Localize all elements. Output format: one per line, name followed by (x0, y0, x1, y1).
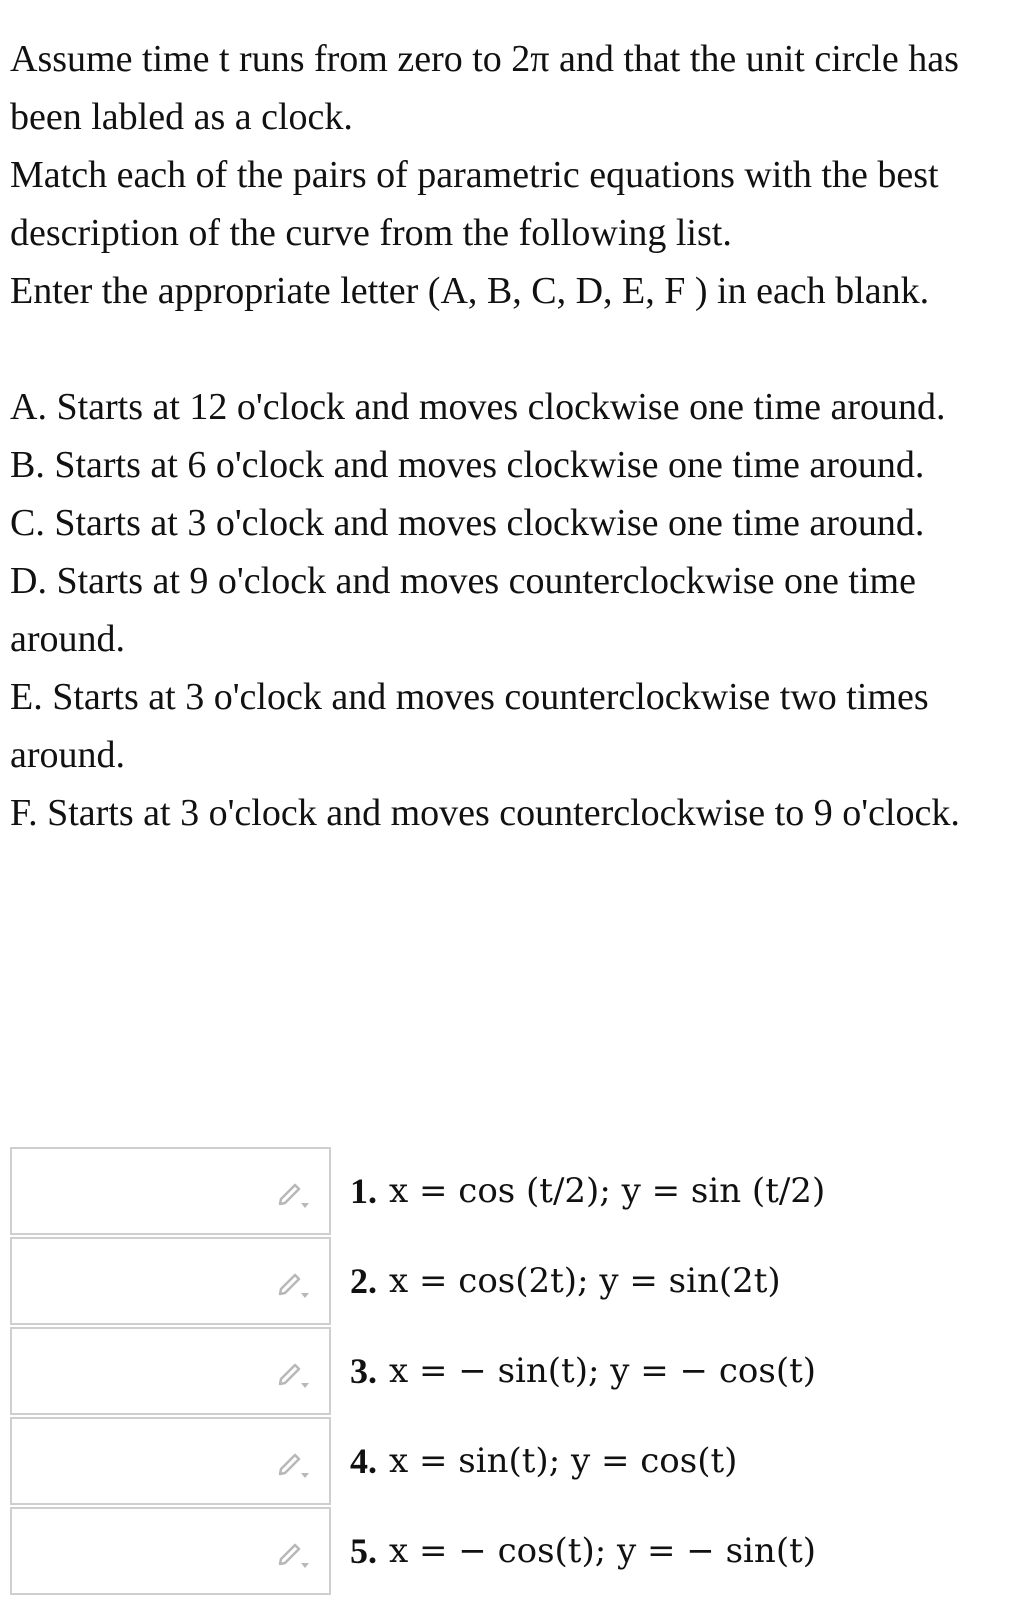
pencil-dropdown-icon[interactable] (277, 1267, 311, 1299)
equation-text: x = cos(2t); y = sin(2t) (389, 1261, 781, 1301)
spacer (10, 320, 970, 378)
answer-input-4[interactable] (10, 1417, 331, 1505)
option-a: A. Starts at 12 o'clock and moves clockwise one time around. (10, 386, 946, 428)
problem-text (10, 30, 970, 842)
option-e: E. Starts at 3 o'clock and moves counterclockwise two times around. (10, 676, 929, 776)
equation-2 (350, 1237, 781, 1325)
answer-input-5[interactable] (10, 1507, 331, 1595)
equation-text: x = cos (t/2); y = sin (t/2) (389, 1171, 826, 1211)
equation-number: 1. (350, 1171, 377, 1211)
equation-number: 3. (350, 1351, 377, 1391)
answer-row-1 (10, 1147, 970, 1237)
equation-text: x = sin(t); y = cos(t) (389, 1441, 738, 1481)
pencil-dropdown-icon[interactable] (277, 1537, 311, 1569)
equation-4 (350, 1417, 737, 1505)
option-f: F. Starts at 3 o'clock and moves counterclockwise to 9 o'clock. (10, 792, 960, 834)
equation-text: x = − cos(t); y = − sin(t) (389, 1531, 817, 1571)
equation-number: 2. (350, 1261, 377, 1301)
intro-line-3: Enter the appropriate letter (A, B, C, D, E, F ) in each blank. (10, 270, 930, 312)
answer-row-3 (10, 1327, 970, 1417)
equation-number: 5. (350, 1531, 377, 1571)
pencil-dropdown-icon[interactable] (277, 1447, 311, 1479)
answer-input-2[interactable] (10, 1237, 331, 1325)
answer-list (10, 1147, 970, 1597)
equation-text: x = − sin(t); y = − cos(t) (389, 1351, 817, 1391)
pencil-dropdown-icon[interactable] (277, 1177, 311, 1209)
answer-input-3[interactable] (10, 1327, 331, 1415)
answer-row-2 (10, 1237, 970, 1327)
answer-input-1[interactable] (10, 1147, 331, 1235)
option-b: B. Starts at 6 o'clock and moves clockwise one time around. (10, 444, 925, 486)
answer-row-5 (10, 1507, 970, 1597)
intro-line-1: Assume time t runs from zero to 2π and that the unit circle has been labled as a clock. (10, 38, 959, 138)
equation-1 (350, 1147, 825, 1235)
answer-row-4 (10, 1417, 970, 1507)
intro-line-2: Match each of the pairs of parametric equations with the best description of the curve from the following list. (10, 154, 939, 254)
option-d: D. Starts at 9 o'clock and moves counterclockwise one time around. (10, 560, 916, 660)
option-c: C. Starts at 3 o'clock and moves clockwise one time around. (10, 502, 925, 544)
equation-number: 4. (350, 1441, 377, 1481)
equation-3 (350, 1327, 816, 1415)
equation-5 (350, 1507, 816, 1595)
pencil-dropdown-icon[interactable] (277, 1357, 311, 1389)
